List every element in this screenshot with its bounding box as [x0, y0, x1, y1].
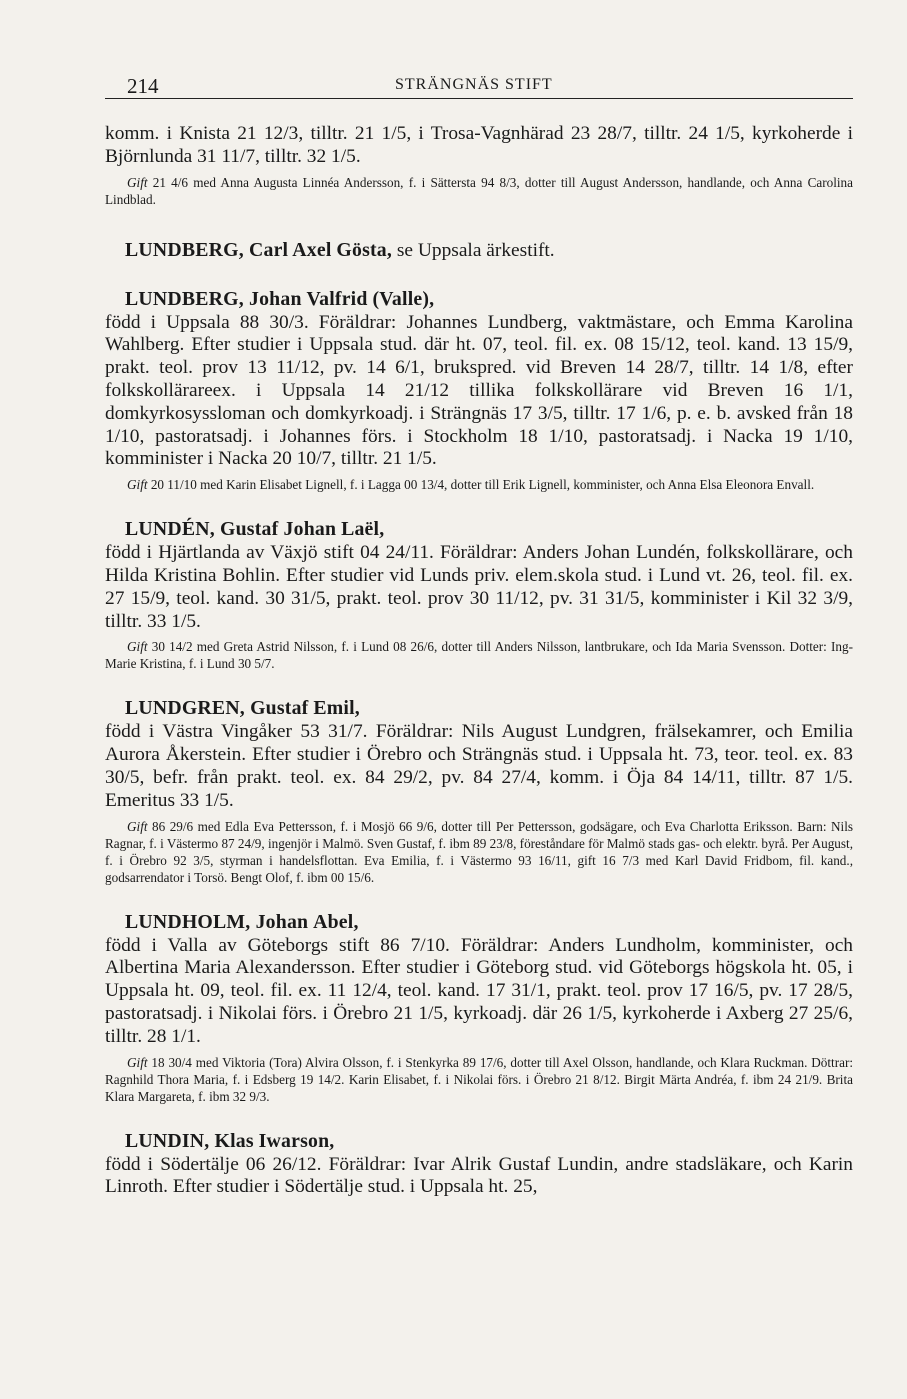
entry-marriage	[105, 1054, 853, 1105]
entry-heading	[105, 517, 853, 542]
page-content	[105, 123, 853, 1199]
entry-body: född i Uppsala 88 30/3. Föräldrar: Johannes Lundberg, vaktmästare, och Emma Karolina Wahlberg. Efter studier i Uppsala stud. där ht. 07, teol. fil. ex. 08 15/12, teol. kand. 13 15/9, prakt. teol. prov 13 11/12, pv. 14 6/1, brukspred. vid Breven 14 28/7, tilltr. 14 1/8, efter folkskollärareex. i Uppsala 14 21/12 tillika folkskollärare vid Breven 16 1/1, domkyrkosyssloman och domkyrkoadj. i Strängnäs 17 3/5, tilltr. 17 1/6, p. e. b. avsked från 18 1/10, pastoratsadj. i Johannes förs. i Stockholm 18 1/10, pastoratsadj. i Nacka 19 1/10, komminister i Nacka 20 10/7, tilltr. 21 1/5.	[105, 311, 853, 470]
entry-body: född i Västra Vingåker 53 31/7. Föräldrar: Nils August Lundgren, frälsekamrer, och Emilia Aurora Åkerstein. Efter studier i Örebro och Strängnäs stud. i Uppsala ht. 73, teor. teol. ex. 83 30/5, befr. från prakt. teol. ex. 84 29/2, pv. 84 27/4, komm. i Öja 84 14/11, tilltr. 87 1/5. Emeritus 33 1/5.	[105, 721, 853, 811]
entry-heading	[105, 696, 853, 721]
entry-first-name: Emil,	[313, 697, 360, 720]
entry-body: född i Södertälje 06 26/12. Föräldrar: Ivar Alrik Gustaf Lundin, andre stadsläkare, och Karin Linroth. Efter studier i Södertälje stud. i Uppsala ht. 25,	[105, 1153, 853, 1198]
gift-text: 30 14/2 med Greta Astrid Nilsson, f. i Lund 08 26/6, dotter till Anders Nilsson, lantbrukare, och Ida Maria Svensson. Dotter: Ing-Marie Kristina, f. i Lund 30 5/7.	[105, 639, 853, 672]
gift-lead: Gift	[127, 174, 148, 190]
entry-surname: LUNDBERG, Johan Valfrid	[125, 287, 368, 310]
continued-entry	[105, 123, 853, 208]
entry-surname: LUNDHOLM, Johan	[125, 910, 309, 933]
entry-heading	[105, 1129, 853, 1154]
entry-first-name: Abel,	[313, 910, 359, 933]
gift-lead: Gift	[127, 477, 148, 493]
gift-text: 21 4/6 med Anna Augusta Linnéa Andersson, f. i Sättersta 94 8/3, dotter till August Andersson, handlande, och Anna Carolina Lindblad.	[105, 174, 853, 207]
entry-surname: LUNDIN, Klas	[125, 1129, 254, 1152]
cross-reference	[105, 238, 853, 263]
entry-heading	[105, 287, 853, 312]
entry-marriage	[105, 638, 853, 672]
biography-entry	[105, 1129, 853, 1200]
cross-reference-line	[105, 238, 853, 263]
entry-heading	[105, 910, 853, 935]
cross-reference-first-name: Gösta,	[336, 238, 393, 261]
entry-marriage	[105, 476, 853, 493]
running-title: STRÄNGNÄS STIFT	[395, 76, 553, 93]
cross-reference-target: se Uppsala ärkestift.	[396, 239, 555, 261]
biography-entry	[105, 517, 853, 672]
entry-first-name: Laël,	[341, 518, 385, 541]
gift-text: 18 30/4 med Viktoria (Tora) Alvira Olsson, f. i Stenkyrka 89 17/6, dotter till Axel Olsson, handlande, och Klara Ruckman. Döttrar: Ragnhild Thora Maria, f. i Edsberg 19 14/2. Karin Elisabet, f. i Nikolai förs. i Örebro 21 8/12. Birgit Märta Andréa, f. ibm 24 21/9. Brita Klara Margareta, f. ibm 32 9/3.	[105, 1054, 853, 1104]
gift-text: 20 11/10 med Karin Elisabet Lignell, f. i Lagga 00 13/4, dotter till Erik Lignell, komminister, och Anna Elsa Eleonora Envall.	[150, 477, 815, 493]
gift-lead: Gift	[127, 818, 148, 834]
entry-first-name: Iwarson,	[258, 1129, 335, 1152]
biography-entry	[105, 696, 853, 885]
entry-first-name: (Valle),	[372, 287, 435, 310]
page-header	[105, 72, 853, 99]
entry-surname: LUNDÉN, Gustaf Johan	[125, 518, 337, 541]
cross-reference-name: LUNDBERG, Carl Axel	[125, 238, 332, 261]
entry-marriage	[105, 818, 853, 886]
entry-body: komm. i Knista 21 12/3, tilltr. 21 1/5, i Trosa-Vagnhärad 23 28/7, tilltr. 24 1/5, kyrkoherde i Björnlunda 31 11/7, tilltr. 32 1/5.	[105, 123, 853, 167]
page-number: 214	[127, 74, 159, 98]
entry-body: född i Hjärtlanda av Växjö stift 04 24/11. Föräldrar: Anders Johan Lundén, folkskollärare, och Hilda Kristina Bohlin. Efter studier vid Lunds priv. elem.skola stud. i Lund vt. 26, teol. fil. ex. 27 15/9, teol. kand. 30 31/5, prakt. teol. prov 30 11/12, pv. 31 31/5, komminister i Kil 32 3/9, tilltr. 33 1/5.	[105, 542, 853, 632]
entry-surname: LUNDGREN, Gustaf	[125, 697, 309, 720]
entry-marriage	[105, 174, 853, 208]
gift-text: 86 29/6 med Edla Eva Pettersson, f. i Mosjö 66 9/6, dotter till Per Pettersson, godsägare, och Eva Charlotta Eriksson. Barn: Nils Ragnar, f. i Västermo 87 24/9, ingenjör i Malmö. Sven Gustaf, f. ibm 89 23/8, föreståndare för Malmö stads gas- och elektr. byrå. Per August, f. i Örebro 92 3/5, styrman i handelsflottan. Eva Emilia, f. i Västermo 93 16/11, gift 16 7/3 med Karl David Fridbom, fil. kand., godsarrendator i Torsö. Bengt Olof, f. ibm 00 15/6.	[105, 818, 853, 885]
gift-lead: Gift	[127, 1054, 148, 1070]
entry-body: född i Valla av Göteborgs stift 86 7/10. Föräldrar: Anders Lundholm, komminister, och Albertina Maria Alexandersson. Efter studier i Göteborg stud. vid Göteborgs högskola ht. 05, i Uppsala ht. 09, teol. fil. ex. 11 12/4, teol. kand. 17 31/1, prakt. teol. prov 17 16/5, pv. 17 28/5, pastoratsadj. i Nikolai förs. i Örebro 21 1/5, kyrkoadj. där 26 1/5, kyrkoherde i Axberg 27 25/6, tilltr. 28 1/1.	[105, 934, 853, 1047]
biography-entry	[105, 910, 853, 1105]
biography-entry	[105, 287, 853, 494]
gift-lead: Gift	[127, 639, 148, 655]
